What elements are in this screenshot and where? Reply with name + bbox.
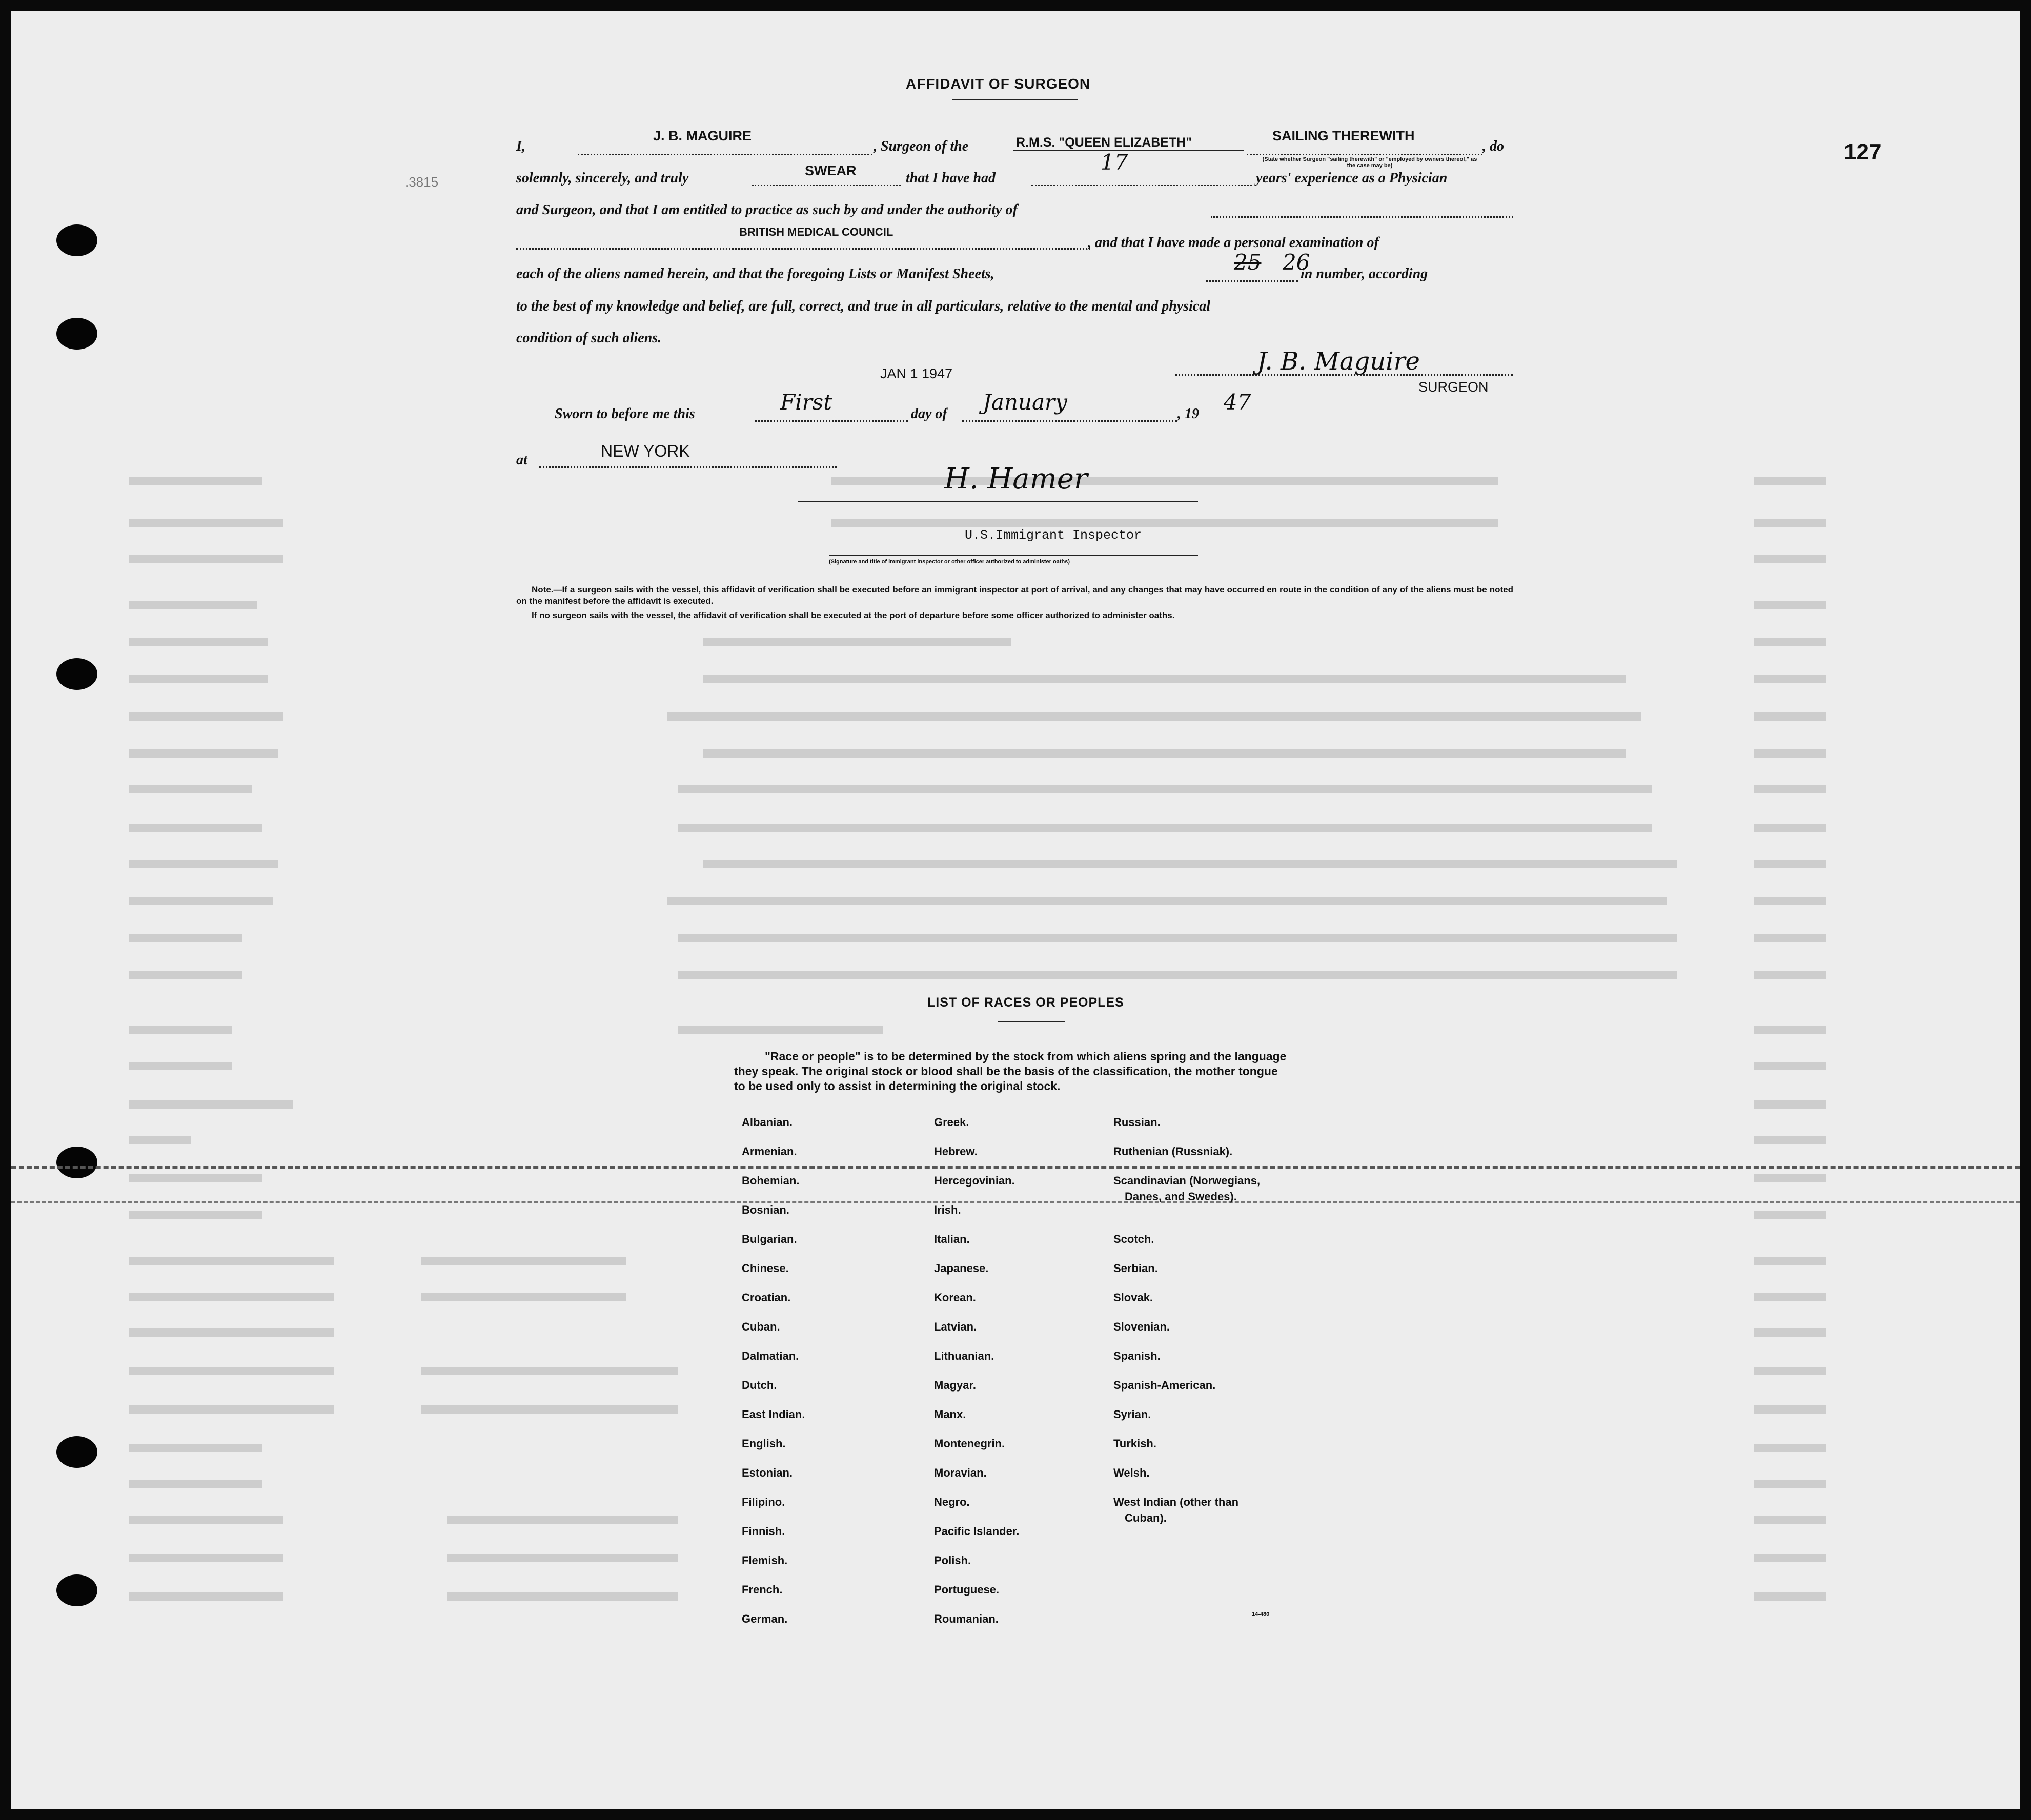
field-underline — [755, 420, 908, 422]
affidavit-text: that I have had — [906, 170, 996, 186]
form-number: 14-480 — [1252, 1611, 1270, 1618]
race-item: East Indian. — [742, 1408, 805, 1421]
affidavit-text: , do — [1482, 138, 1504, 154]
sworn-year: 47 — [1224, 390, 1251, 415]
affidavit-text: condition of such aliens. — [516, 330, 662, 346]
surgeon-name: J. B. MAGUIRE — [653, 128, 752, 144]
punch-hole — [56, 658, 97, 690]
sheet-count-struck: 25 — [1234, 250, 1262, 275]
footnote-paragraph: If no surgeon sails with the vessel, the affidavit of verification shall be executed at the port of departure before some officer authorized to administer oaths. — [532, 610, 1175, 620]
race-item: Bulgarian. — [742, 1233, 797, 1245]
race-item: Ruthenian (Russniak). — [1113, 1145, 1233, 1158]
race-item: Finnish. — [742, 1525, 785, 1538]
race-item: Cuban). — [1125, 1511, 1167, 1525]
race-item: Scandinavian (Norwegians, — [1113, 1174, 1261, 1187]
field-underline — [1247, 154, 1482, 155]
sheet-count: 26 — [1283, 250, 1310, 275]
field-caption: (State whether Surgeon "sailing therewith" or "employed by owners thereof," as the case may be) — [1262, 156, 1477, 169]
date-stamp: JAN 1 1947 — [880, 366, 953, 381]
races-intro: "Race or people" is to be determined by the stock from which aliens spring and the language they speak. The original stock or blood shall be the basis of the classification, the mother tongue to be used only to assist in determining the original stock. — [734, 1050, 1287, 1093]
race-item: Italian. — [934, 1233, 970, 1245]
race-item: Magyar. — [934, 1379, 976, 1392]
race-item: German. — [742, 1612, 788, 1625]
race-item: Portuguese. — [934, 1583, 1000, 1596]
footnote-label: Note. — [532, 585, 554, 595]
field-underline — [752, 185, 901, 186]
race-item: Armenian. — [742, 1145, 797, 1158]
race-item: Bohemian. — [742, 1174, 800, 1187]
affidavit-text: solemnly, sincerely, and truly — [516, 170, 689, 186]
sworn-text: at — [516, 452, 527, 468]
licensing-authority: BRITISH MEDICAL COUNCIL — [739, 226, 893, 238]
race-item: Irish. — [934, 1203, 961, 1216]
race-item: Dutch. — [742, 1379, 777, 1392]
manifest-page — [11, 11, 2020, 1809]
signature-line — [829, 555, 1198, 556]
surgeon-label: SURGEON — [1418, 379, 1489, 395]
race-item: Latvian. — [934, 1320, 977, 1333]
race-item: Spanish. — [1113, 1349, 1161, 1362]
punch-hole — [56, 318, 97, 350]
race-item: Hebrew. — [934, 1145, 978, 1158]
race-item: Syrian. — [1113, 1408, 1151, 1421]
race-item: Japanese. — [934, 1262, 989, 1275]
field-underline — [1013, 150, 1244, 151]
race-item: Slovenian. — [1113, 1320, 1170, 1333]
inspector-signature: H. Hamer — [944, 462, 1088, 496]
race-item: Scotch. — [1113, 1233, 1154, 1245]
races-heading: LIST OF RACES OR PEOPLES — [927, 995, 1124, 1010]
race-item: Turkish. — [1113, 1437, 1156, 1450]
race-item: Serbian. — [1113, 1262, 1158, 1275]
field-underline — [516, 248, 1090, 250]
field-underline — [962, 420, 1177, 422]
vessel-name: R.M.S. "QUEEN ELIZABETH" — [1016, 135, 1192, 150]
sworn-text: , 19 — [1177, 406, 1199, 422]
sworn-text: day of — [911, 406, 947, 422]
divider — [952, 99, 1078, 100]
punch-hole — [56, 224, 97, 256]
field-underline — [1206, 280, 1298, 282]
race-item: Russian. — [1113, 1116, 1161, 1129]
affidavit-text: and Surgeon, and that I am entitled to practice as such by and under the authority of — [516, 202, 1018, 218]
margin-mark: .3815 — [405, 174, 439, 190]
punch-hole — [56, 1574, 97, 1606]
footnote — [516, 584, 1513, 607]
race-item: West Indian (other than — [1113, 1496, 1239, 1508]
race-item: Estonian. — [742, 1466, 793, 1479]
sworn-day: First — [780, 390, 832, 415]
race-item: Hercegovinian. — [934, 1174, 1015, 1187]
race-item: Cuban. — [742, 1320, 780, 1333]
field-underline — [578, 154, 872, 155]
race-item: Chinese. — [742, 1262, 789, 1275]
bleed-through-text — [11, 11, 2020, 1809]
divider — [998, 1021, 1065, 1022]
surgeon-capacity: SAILING THEREWITH — [1272, 128, 1415, 144]
affidavit-text: I, — [516, 138, 525, 154]
race-item: Slovak. — [1113, 1291, 1153, 1304]
surgeon-signature: J. B. Maguire — [1257, 347, 1420, 376]
fold-line — [11, 1166, 2020, 1169]
race-item: French. — [742, 1583, 783, 1596]
field-underline — [1031, 185, 1252, 186]
race-item: Welsh. — [1113, 1466, 1150, 1479]
field-underline — [539, 466, 837, 468]
affidavit-text: in number, according — [1301, 266, 1428, 282]
race-item: Moravian. — [934, 1466, 987, 1479]
affidavit-text: , Surgeon of the — [874, 138, 969, 154]
race-item: Croatian. — [742, 1291, 791, 1304]
footnote-paragraph: —If a surgeon sails with the vessel, this affidavit of verification shall be executed before an immigrant inspector at port of arrival, and any changes that may have occurred en route in the condition of any of the aliens must be noted on the manifest before the affidavit is executed. — [516, 585, 1513, 606]
race-item: Lithuanian. — [934, 1349, 994, 1362]
punch-hole — [56, 1436, 97, 1468]
race-item: Roumanian. — [934, 1612, 999, 1625]
field-underline — [1211, 216, 1513, 218]
affidavit-text: , and that I have made a personal examination of — [1088, 235, 1379, 251]
page-title: AFFIDAVIT OF SURGEON — [906, 76, 1091, 92]
fold-line — [11, 1201, 2020, 1203]
field-caption: (Signature and title of immigrant inspector or other officer authorized to administer oaths) — [829, 559, 1070, 565]
race-item: Albanian. — [742, 1116, 793, 1129]
race-item: Montenegrin. — [934, 1437, 1005, 1450]
race-item: Polish. — [934, 1554, 971, 1567]
race-item: Manx. — [934, 1408, 966, 1421]
affidavit-text: to the best of my knowledge and belief, are full, correct, and true in all particulars, relative to the mental and physical — [516, 298, 1211, 314]
race-item: Danes, and Swedes). — [1125, 1190, 1237, 1203]
affidavit-text: each of the aliens named herein, and that the foregoing Lists or Manifest Sheets, — [516, 266, 994, 282]
race-item: Greek. — [934, 1116, 969, 1129]
race-item: English. — [742, 1437, 786, 1450]
race-item: Filipino. — [742, 1496, 785, 1508]
years-experience: 17 — [1101, 150, 1128, 175]
race-item: Pacific Islander. — [934, 1525, 1020, 1538]
affidavit-text: years' experience as a Physician — [1256, 170, 1448, 186]
race-item: Spanish-American. — [1113, 1379, 1216, 1392]
punch-hole — [56, 1147, 97, 1178]
inspector-title: U.S.Immigrant Inspector — [965, 528, 1142, 543]
sworn-month: January — [983, 390, 1067, 415]
sworn-place: NEW YORK — [601, 442, 690, 460]
race-item: Negro. — [934, 1496, 970, 1508]
sworn-text: Sworn to before me this — [555, 406, 695, 422]
oath-type: SWEAR — [805, 163, 857, 178]
signature-line — [798, 501, 1198, 502]
race-item: Korean. — [934, 1291, 976, 1304]
race-item: Flemish. — [742, 1554, 788, 1567]
race-item: Dalmatian. — [742, 1349, 799, 1362]
page-number: 127 — [1844, 139, 1882, 165]
race-item: Bosnian. — [742, 1203, 789, 1216]
